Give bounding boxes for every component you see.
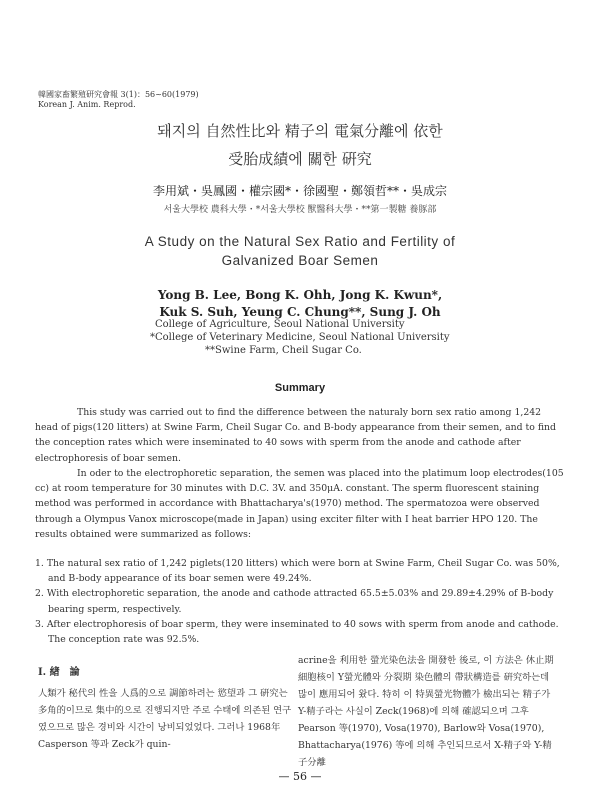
title-english-line2: Galvanized Boar Semen: [221, 253, 379, 268]
authors-english-line1: Yong B. Lee, Bong K. Ohh, Jong K. Kwun*,: [157, 288, 443, 302]
affiliation-english-2: *College of Veterinary Medicine, Seoul National University: [150, 332, 450, 343]
results-list: [35, 556, 565, 647]
summary-paragraph-1: This study was carried out to find the difference between the naturaly born sex ratio among 1,242 head of pigs(120 litters) at Swine Farm, Cheil Sugar Co. and B-body appearance from their semen, and to find the conception rates which were inseminated to 40 sows with sperm from the anode and cathode after electrophoresis of boar semen.: [35, 407, 556, 464]
result-item: 3. After electrophoresis of boar sperm, they were inseminated to 40 sows with sperm from anode and cathode. The conception rate was 92.5%.: [35, 618, 559, 646]
affiliations-korean: 서울大學校 農科大學・*서울大學校 獸醫科大學・**第一製糖 養豚部: [163, 205, 437, 215]
journal-citation-ko: 韓國家畜繁殖研究會報 3(1)：56~60(1979): [38, 90, 199, 99]
intro-heading: I. 緖 論: [38, 667, 80, 678]
intro-right-text: acrine을 利用한 螢光染色法을 開發한 後로, 이 方法은 休止期 細胞核이 Y螢光體와 分裂期 染色體의 帶狀構造를 硏究하는데 많이 應用되어 왔다. 特히 이 特異螢光物體가 檢出되는 精子가 Y-精子라는 사실이 Zeck(1968)에 의해 確認되으며 그후 Pearson 等(1970), Vosa(1970), Barlow와 Vosa(1970), Bhattacharya(1976) 等에 의해 추인되므로서 X-精子와 Y-精子分離: [298, 655, 554, 768]
affiliation-english-3: **Swine Farm, Cheil Sugar Co.: [205, 345, 362, 356]
authors-korean: 李用斌・吳鳳國・權宗國*・徐國聖・鄭領哲**・吳成宗: [152, 184, 447, 198]
title-korean-line2: 受胎成績에 關한 硏究: [228, 150, 372, 168]
title-korean-line1: 돼지의 自然性比와 精子의 電氣分離에 依한: [157, 122, 443, 140]
result-item: 1. The natural sex ratio of 1,242 piglets(120 litters) which were born at Swine Farm, Cheil Sugar Co. was 50%, and B-body appearance of its boar semen were 49.24%.: [35, 558, 560, 585]
title-english-line1: A Study on the Natural Sex Ratio and Fertility of: [144, 234, 456, 249]
authors-english-line2: Kuk S. Suh, Yeung C. Chung**, Sung J. Oh: [159, 305, 441, 319]
journal-citation-en: Korean J. Anim. Reprod.: [38, 100, 136, 109]
summary-heading: Summary: [274, 382, 326, 394]
page-number: — 56 —: [278, 770, 322, 783]
journal-citation: [38, 90, 199, 110]
result-item: 2. With electrophoretic separation, the anode and cathode attracted 65.5±5.03% and 29.89±4.29% of B-body bearing sperm, respectively.: [35, 588, 554, 615]
intro-left-column: [38, 664, 298, 753]
affiliation-english-1: College of Agriculture, Seoul National University: [155, 319, 405, 330]
intro-left-text: 人類가 秘代의 性을 人爲的으로 調節하려는 慾望과 그 硏究는 多角的이므로 集中的으로 진행되지만 주로 수태에 의존된 연구였으므로 많은 경비와 시간이 낭비되었었다. 그러나 1968年 Casperson 等과 Zeck가 quin-: [38, 688, 292, 750]
summary-paragraph-2: In oder to the electrophoretic separation, the semen was placed into the platimum loop electrodes(105 cc) at room temperature for 30 minutes with D.C. 3V. and 350μA. constant. The sperm fluorescent staining method was performed in accordance with Bhattacharya's(1970) method. The spermatozoa were observed through a Olympus Vanox microscope(made in Japan) using exciter filter with I heat barrier HPO 120. The results obtained were summarized as follows:: [35, 468, 564, 540]
intro-right-column: [298, 652, 560, 771]
